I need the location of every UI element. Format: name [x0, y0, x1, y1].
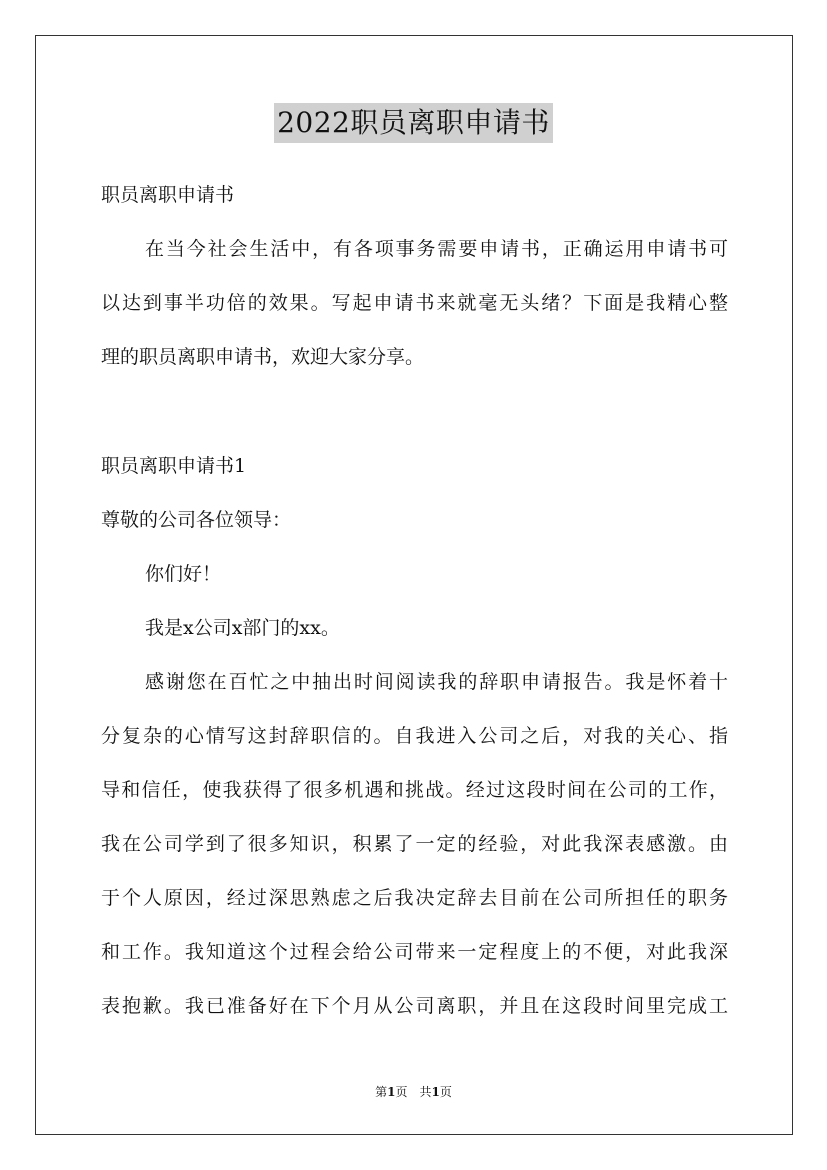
section-heading: 职员离职申请书1: [101, 455, 247, 477]
body-line-6: 和工作。我知道这个过程会给公司带来一定程度上的不便，对此我深: [101, 941, 728, 963]
page-total: 1: [431, 1085, 440, 1099]
body-line-1: 感谢您在百忙之中抽出时间阅读我的辞职申请报告。我是怀着十: [145, 671, 728, 693]
page-current: 1: [387, 1085, 396, 1099]
intro-line-3: 理的职员离职申请书，欢迎大家分享。: [101, 346, 425, 368]
self-intro: 我是x公司x部门的xx。: [145, 617, 340, 639]
intro-line-1: 在当今社会生活中，有各项事务需要申请书，正确运用申请书可: [145, 238, 728, 260]
page-footer: [0, 1083, 827, 1101]
document-title: [0, 103, 827, 143]
document-title-text: 2022职员离职申请书: [274, 103, 553, 143]
body-line-5: 于个人原因，经过深思熟虑之后我决定辞去目前在公司所担任的职务: [101, 887, 728, 909]
intro-line-2: 以达到事半功倍的效果。写起申请书来就毫无头绪？下面是我精心整: [101, 292, 728, 314]
body-line-3: 导和信任，使我获得了很多机遇和挑战。经过这段时间在公司的工作，: [101, 779, 728, 801]
body-line-7: 表抱歉。我已准备好在下个月从公司离职，并且在这段时间里完成工: [101, 995, 728, 1017]
body-line-2: 分复杂的心情写这封辞职信的。自我进入公司之后，对我的关心、指: [101, 725, 728, 747]
body-line-4: 我在公司学到了很多知识，积累了一定的经验，对此我深表感激。由: [101, 833, 728, 855]
page-suffix: 页: [439, 1085, 452, 1099]
salutation: 尊敬的公司各位领导：: [101, 509, 292, 531]
greeting: 你们好！: [145, 563, 222, 585]
page-mid: 页 共: [395, 1085, 432, 1099]
page-prefix: 第: [375, 1085, 388, 1099]
document-subtitle: 职员离职申请书: [101, 184, 235, 206]
